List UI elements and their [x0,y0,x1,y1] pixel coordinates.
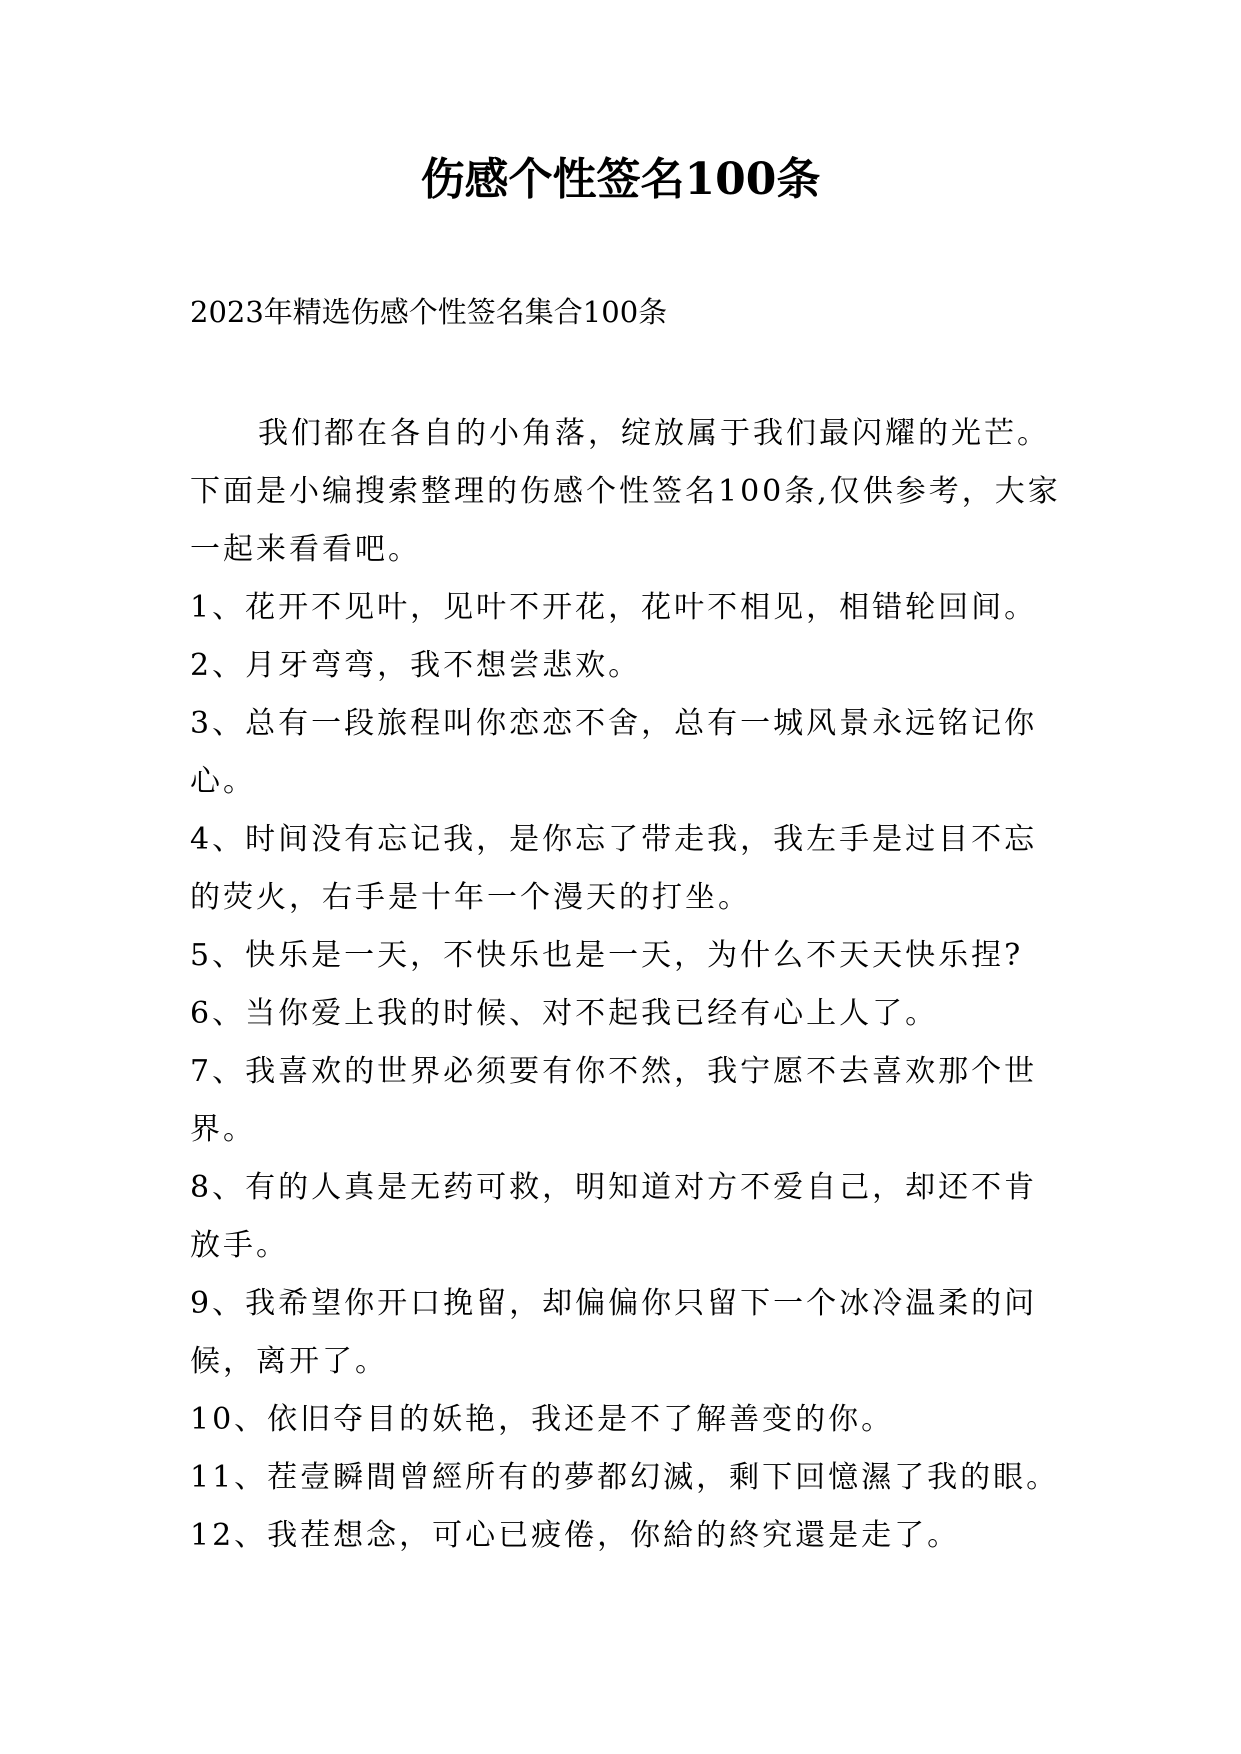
list-item: 12、我茬想念，可心已疲倦，你給的終究還是走了。 [190,1518,961,1553]
list-item: 6、当你爱上我的时候、对不起我已经有心上人了。 [190,996,939,1031]
list-item: 10、依旧夺目的妖艳，我还是不了解善变的你。 [190,1402,895,1437]
list-item: 1、花开不见叶，见叶不开花，花叶不相见，相错轮回间。 [190,590,1038,625]
list-item: 8、有的人真是无药可救，明知道对方不爱自己，却还不肯放手。 [190,1170,1038,1263]
intro-paragraph: 我们都在各自的小角落，绽放属于我们最闪耀的光芒。下面是小编搜索整理的伤感个性签名100条,仅供参考，大家一起来看看吧。 [190,416,1061,567]
document-subtitle: 2023年精选伤感个性签名集合100条 [190,295,668,329]
document-body [190,405,1070,1565]
document-title: 伤感个性签名100条 [420,154,821,205]
list-item: 11、茬壹瞬間曾經所有的夢都幻滅，剩下回憶濕了我的眼。 [190,1460,1060,1495]
list-item: 7、我喜欢的世界必须要有你不然，我宁愿不去喜欢那个世界。 [190,1054,1038,1147]
list-item: 3、总有一段旅程叫你恋恋不舍，总有一城风景永远铭记你心。 [190,706,1038,799]
list-item: 5、快乐是一天，不快乐也是一天，为什么不天天快乐捏? [190,938,1024,973]
list-item: 9、我希望你开口挽留，却偏偏你只留下一个冰冷温柔的问候，离开了。 [190,1286,1038,1379]
list-item: 4、时间没有忘记我，是你忘了带走我，我左手是过目不忘的荧火，右手是十年一个漫天的打坐。 [190,822,1038,915]
list-item: 2、月牙弯弯，我不想尝悲欢。 [190,648,642,683]
